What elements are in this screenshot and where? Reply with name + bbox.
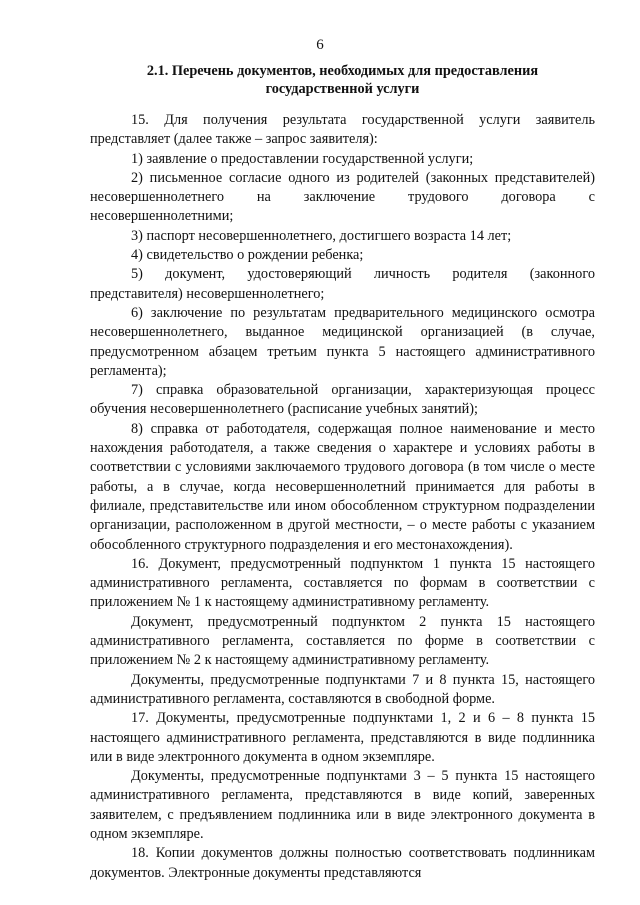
section-heading: [90, 62, 595, 98]
document-body: [90, 111, 595, 883]
section-heading-line-1: 2.1. Перечень документов, необходимых для предоставления: [146, 63, 539, 79]
paragraph-item-2: 2) письменное согласие одного из родителей (законных представителей) несовершеннолетнего на заключение трудового договора с несовершеннолетними;: [90, 169, 595, 225]
paragraph-16-free-form: Документы, предусмотренные подпунктами 7 и 8 пункта 15, настоящего административного регламента, составляются в свободной форме.: [90, 671, 595, 707]
paragraph-item-5: 5) документ, удостоверяющий личность родителя (законного представителя) несовершеннолетнего;: [90, 266, 595, 302]
paragraph-item-4: 4) свидетельство о рождении ребенка;: [131, 247, 364, 264]
paragraph-18: 18. Копии документов должны полностью соответствовать подлинникам документов. Электронные документы представляются: [90, 845, 595, 881]
paragraph-item-1: 1) заявление о предоставлении государственной услуги;: [131, 150, 474, 167]
paragraph-15-intro: 15. Для получения результата государственной услуги заявитель представляет (далее также – запрос заявителя):: [90, 112, 595, 148]
paragraph-16-form-2: Документ, предусмотренный подпунктом 2 пункта 15 настоящего административного регламента, составляется по форме в соответствии с приложением № 2 к настоящему административному регламенту.: [90, 613, 595, 669]
section-heading-line-2: государственной услуги: [265, 81, 420, 97]
paragraph-17: 17. Документы, предусмотренные подпунктами 1, 2 и 6 – 8 пункта 15 настоящего административного регламента, представляются в виде подлинника или в виде электронного документа в одном экземпляре.: [90, 710, 595, 765]
page-number: 6: [316, 37, 324, 53]
paragraph-item-7: 7) справка образовательной организации, характеризующая процесс обучения несовершеннолетнего (расписание учебных занятий);: [90, 382, 595, 418]
paragraph-item-3: 3) паспорт несовершеннолетнего, достигшего возраста 14 лет;: [131, 227, 512, 244]
paragraph-17-copies: Документы, предусмотренные подпунктами 3 – 5 пункта 15 настоящего административного регламента, представляются в виде копий, заверенных заявителем, с предъявлением подлинника или в виде электронного документа в одном экземпляре.: [90, 768, 595, 842]
paragraph-item-8: 8) справка от работодателя, содержащая полное наименование и место нахождения работодателя, а также сведения о характере и условиях работы в соответствии с условиями заключаемого трудового договора (в том числе о месте работы, а в случае, когда несовершеннолетний принимается для работы в филиале, представительстве или ином обособленном структурном подразделении организации, расположенном в другой местности, – о месте работы с указанием обособленного структурного подразделения и его местонахождения).: [90, 420, 595, 553]
paragraph-16: 16. Документ, предусмотренный подпунктом 1 пункта 15 настоящего административного регламента, составляется по формам в соответствии с приложением № 1 к настоящему административному регламенту.: [90, 555, 595, 611]
paragraph-item-6: 6) заключение по результатам предварительного медицинского осмотра несовершеннолетнего, выданное медицинской организацией (в случае, предусмотренном абзацем третьим пункта 5 настоящего административного регламента);: [90, 304, 595, 379]
